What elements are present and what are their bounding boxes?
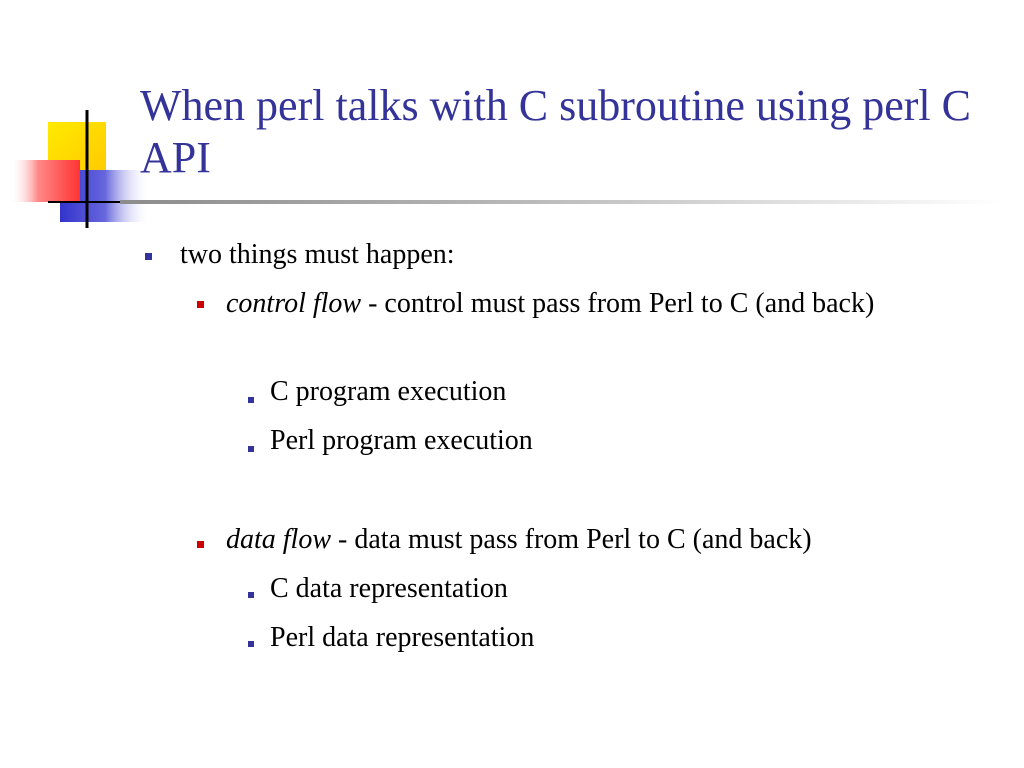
bullet-item [270,569,508,609]
bullet-text: - control must pass from Perl to C (and back) [361,288,875,319]
bullet-item [270,372,506,412]
bullet-item [180,235,455,275]
bullet-marker [248,592,254,598]
bullet-text: - data must pass from Perl to C (and back) [331,524,812,555]
bullet-text: two things must happen: [180,239,455,270]
bullet-marker [248,397,254,403]
slide-title: When perl talks with C subroutine using perl C API [140,81,971,182]
bullet-marker [197,301,204,308]
bullet-text: Perl data representation [270,622,535,653]
bullet-marker [145,253,152,260]
bullet-emphasis: control flow [226,288,362,319]
bullet-emphasis: data flow [226,524,332,555]
bullet-marker [248,641,254,647]
bullet-item [226,284,966,324]
bullet-item [226,520,986,560]
bullet-text: C program execution [270,376,507,407]
bullet-text: C data representation [270,573,508,604]
bullet-marker [197,541,204,548]
bullet-text: Perl program execution [270,425,533,456]
bullet-item [270,421,533,461]
bullet-item [270,618,534,658]
bullet-marker [248,446,254,452]
